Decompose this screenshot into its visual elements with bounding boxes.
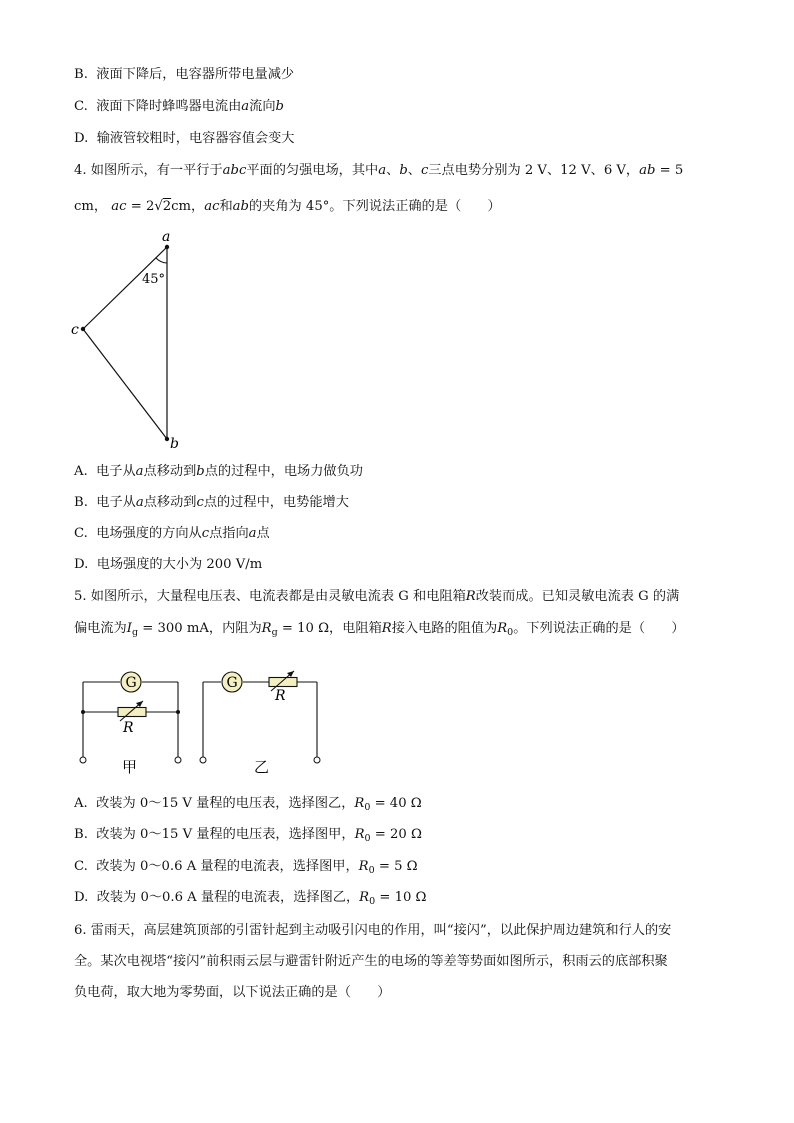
segment-cb — [83, 329, 167, 439]
label-a: a — [162, 229, 171, 245]
q5-stem-line2: 偏电流为$I_g = 300$ mA，内阻为$R_g = 10$ Ω，电阻箱R接入电路的阻值为$R_0$。下列说法正确的是（ ） — [74, 621, 685, 638]
caption-jia: 甲 — [122, 758, 138, 776]
point-c — [81, 327, 85, 331]
galvanometer-label-jia: G — [125, 675, 137, 691]
q5-circuit-figure — [70, 662, 340, 780]
q5-option-a: A. 改装为 0～15 V 量程的电压表，选择图乙，$R_0 = 40$ Ω — [74, 796, 422, 813]
terminal-left-yi — [200, 757, 206, 763]
q4-option-d: D. 电场强度的大小为 200 V/m — [74, 557, 263, 572]
q4-option-b: B. 电子从a点移动到c点的过程中，电势能增大 — [74, 495, 349, 510]
q4-stem-line1: 4. 如图所示，有一平行于abc平面的匀强电场，其中a、b、c三点电势分别为 2 V、12 V、6 V，ab = 5 — [74, 163, 684, 178]
segment-ac — [83, 247, 167, 329]
q5-option-d: D. 改装为 0～0.6 A 量程的电流表，选择图乙，$R_0 = 10$ Ω — [74, 890, 427, 907]
q4-stem-line2: cm， ac = 2√2cm，ac和ab的夹角为 45°。下列说法正确的是（ ） — [74, 199, 501, 214]
q5-option-b: B. 改装为 0～15 V 量程的电压表，选择图甲，$R_0 = 20$ Ω — [74, 827, 422, 844]
q5-stem-line1: 5. 如图所示，大量程电压表、电流表都是由灵敏电流表 G 和电阻箱R改装而成。已知灵敏电流表 G 的满 — [74, 589, 680, 604]
circuit-yi — [200, 671, 320, 776]
resistor-box-jia — [118, 708, 146, 717]
q4-option-c: C. 电场强度的方向从c点指向a点 — [74, 526, 270, 541]
label-c: c — [71, 322, 79, 338]
resistor-label-yi: R — [275, 688, 286, 704]
point-a — [165, 245, 169, 249]
resistor-box-yi — [269, 678, 297, 687]
point-b — [165, 437, 169, 441]
q5-option-c: C. 改装为 0～0.6 A 量程的电流表，选择图甲，$R_0 = 5$ Ω — [74, 859, 418, 876]
terminal-left-jia — [80, 757, 86, 763]
q6-stem-line1: 6. 雷雨天，高层建筑顶部的引雷针起到主动吸引闪电的作用，叫“接闪”，以此保护周边建筑和行人的安 — [74, 923, 672, 938]
q4-option-a: A. 电子从a点移动到b点的过程中，电场力做负功 — [74, 464, 363, 479]
sqrt-symbol: √ — [154, 199, 163, 214]
q6-stem-line2: 全。某次电视塔“接闪”前积雨云层与避雷针附近产生的电场的等差等势面如图所示，积雨云的底部积聚 — [74, 954, 668, 969]
q3-option-d: D. 输液管较粗时，电容器容值会变大 — [74, 131, 295, 146]
galvanometer-label-yi: G — [226, 675, 238, 691]
caption-yi: 乙 — [254, 758, 270, 776]
q6-stem-line3: 负电荷，取大地为零势面，以下说法正确的是（ ） — [74, 985, 391, 1000]
angle-arc — [156, 258, 167, 263]
terminal-right-jia — [175, 757, 181, 763]
q3-option-b: B. 液面下降后，电容器所带电量减少 — [74, 67, 295, 82]
terminal-right-yi — [314, 757, 320, 763]
circuit-jia — [80, 672, 181, 776]
q4-triangle-figure — [60, 225, 200, 455]
angle-label: 45° — [142, 272, 166, 287]
q3-option-c: C. 液面下降时蜂鸣器电流由a流向b — [74, 99, 284, 114]
label-b: b — [170, 436, 179, 452]
junction-right-jia — [176, 710, 180, 714]
resistor-label-jia: R — [123, 720, 134, 736]
junction-left-jia — [81, 710, 85, 714]
